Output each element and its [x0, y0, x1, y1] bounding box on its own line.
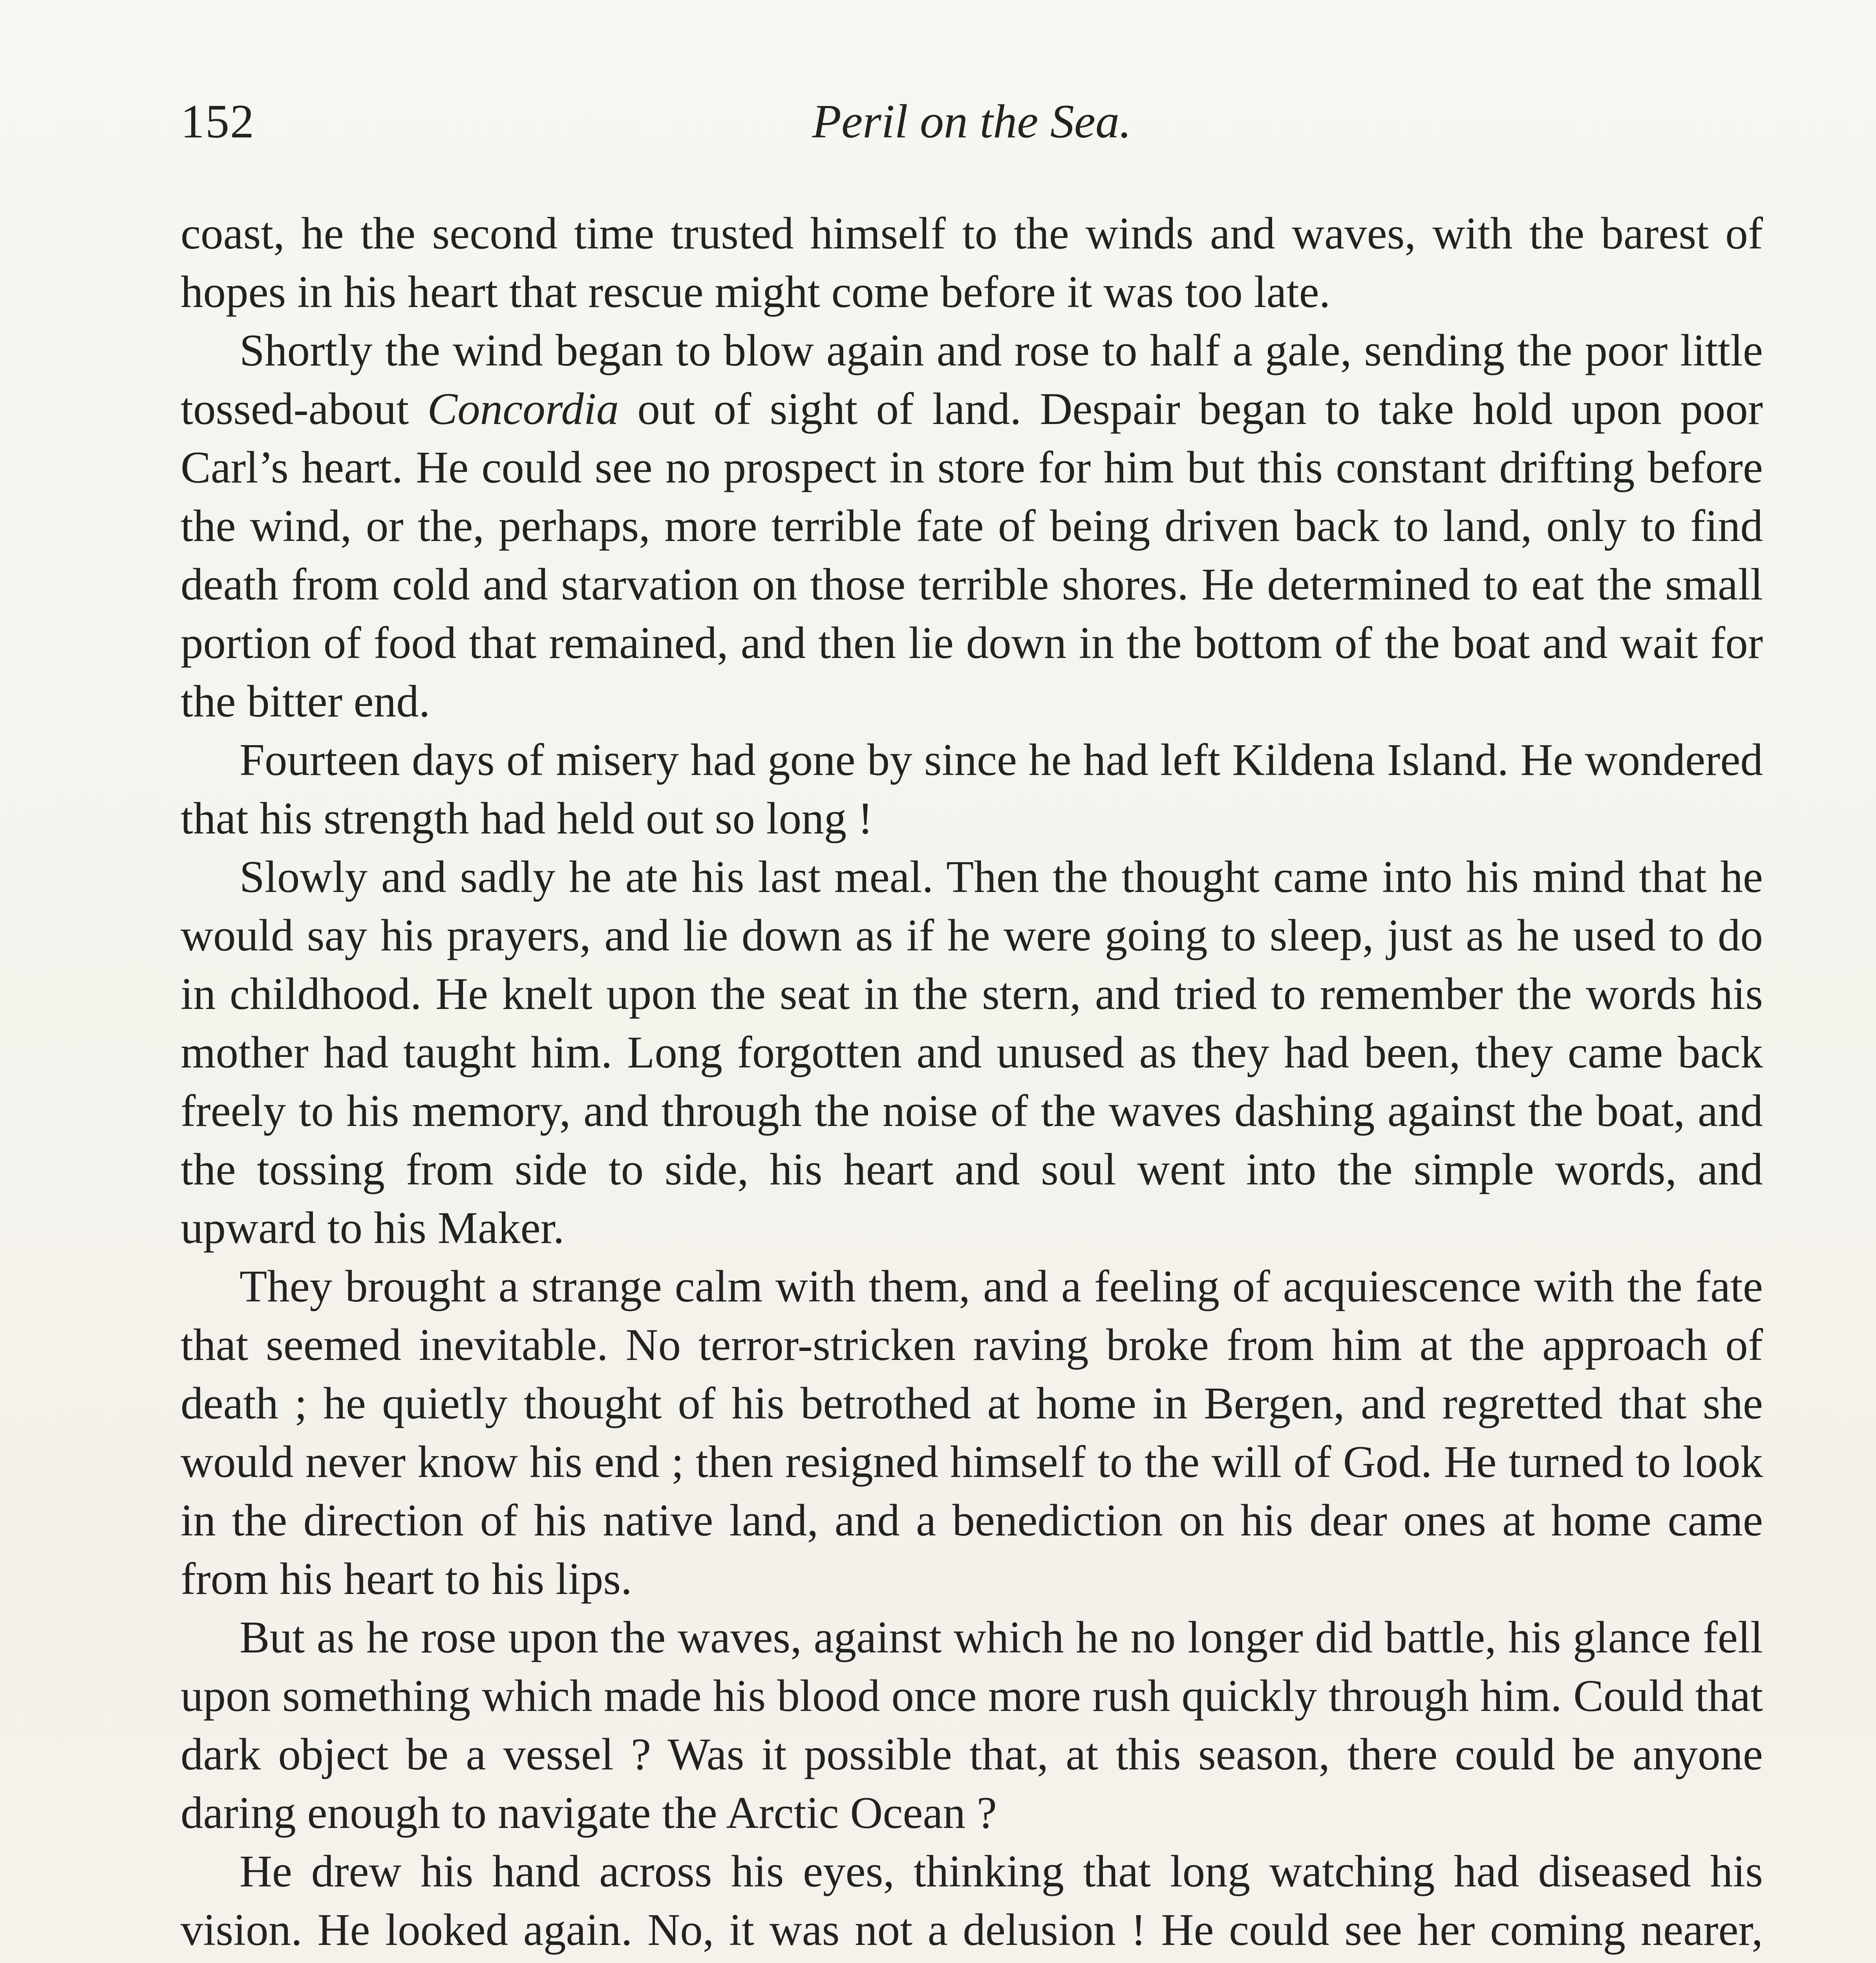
paragraph-text: Shortly the wind began to blow again and rose to half a gale, sending the poor little tossed-about: [181, 325, 1763, 434]
paragraph: Slowly and sadly he ate his last meal. Then the thought came into his mind that he would say his prayers, and lie down as if he were going to sleep, just as he used to do in childhood. He knelt upon the seat in the stern, and tried to remember the words his mother had taught him. Long forgotten and unused as they had been, they came back freely to his memory, and through the noise of the waves dashing against the boat, and the tossing from side to side, his heart and soul went into the simple words, and upward to his Maker.: [181, 852, 1763, 1253]
paragraph-continuation: coast, he the second time trusted himself to the winds and waves, with the barest of hopes in his heart that rescue might come before it was too late.: [181, 208, 1763, 317]
paragraph: Fourteen days of misery had gone by since he had left Kildena Island. He wondered that his strength had held out so long !: [181, 735, 1763, 843]
paragraph: They brought a strange calm with them, and a feeling of acquiescence with the fate that seemed inevitable. No terror-stricken raving broke from him at the approach of death ; he quietly thought of his betrothed at home in Bergen, and regretted that she would never know his end ; then resigned himself to the will of God. He turned to look in the direction of his native land, and a benediction on his dear ones at home came from his heart to his lips.: [181, 1261, 1763, 1604]
running-title: Peril on the Sea.: [812, 95, 1132, 148]
paragraph: [181, 321, 1763, 731]
paragraph-text: out of sight of land. Despair began to take hold upon poor Carl’s heart. He could see no prospect in store for him but this constant drifting before the wind, or the, perhaps, more terrible fate of being driven back to land, only to find death from cold and starvation on those terrible shores. He determined to eat the small portion of food that remained, and then lie down in the bottom of the boat and wait for the bitter end.: [181, 384, 1763, 726]
body-text: [181, 204, 1763, 1963]
boat-name: Concordia: [427, 384, 619, 434]
running-head: [181, 90, 1763, 169]
paragraph: He drew his hand across his eyes, thinking that long watching had diseased his vision. He looked again. No, it was not a delusion ! He could see her coming nearer,: [181, 1846, 1763, 1955]
page-number: 152: [181, 95, 255, 148]
paragraph: But as he rose upon the waves, against which he no longer did battle, his glance fell upon something which made his blood once more rush quickly through him. Could that dark object be a vessel ? Was it possible that, at this season, there could be anyone daring enough to navigate the Arctic Ocean ?: [181, 1612, 1763, 1838]
